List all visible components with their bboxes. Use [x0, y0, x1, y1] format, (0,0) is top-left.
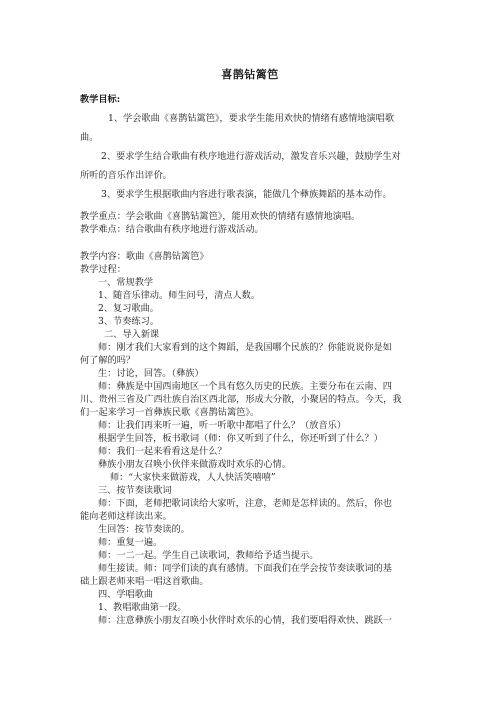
body-line: 1、学会歌曲《喜鹊钻篱笆》，要求学生能用欢快的情绪有感情地演唱歌 — [108, 113, 395, 124]
body-line: 们一起来学习一首彝族民歌《喜鹊钻篱笆》。 — [80, 407, 260, 418]
document-title: 喜鹊钻篱笆 — [221, 68, 279, 81]
body-line: 3、要求学生根据歌曲内容进行歌表演，能做几个彝族舞蹈的基本动作。 — [101, 189, 392, 200]
body-line: 生：讨论，回答。（彝族） — [98, 368, 204, 379]
body-line: 师：下面，老师把歌词读给大家听，注意，老师是怎样读的。然后，你也 — [98, 498, 392, 509]
body-line: 师：我们一起来看看这是什么？ — [98, 446, 227, 457]
body-line: 师：一二一起。学生自己读歌词，教师给予适当提示。 — [98, 550, 319, 561]
body-line: 师：注意彝族小朋友召唤小伙伴时欢乐的心情，我们要唱得欢快、跳跃一 — [98, 615, 392, 626]
body-line: 1、教唱歌曲第一段。 — [98, 602, 187, 613]
body-line: 3、节奏练习。 — [98, 316, 159, 327]
body-line: 师：彝族是中国西南地区一个具有悠久历史的民族。主要分布在云南、四 — [98, 381, 392, 392]
body-line: 川、贵州三省及广西壮族自治区西北部，形成大分散，小聚居的特点。今天，我 — [80, 394, 402, 405]
body-line: 教学难点：结合歌曲有秩序地进行游戏活动。 — [80, 224, 264, 235]
body-line: 2、要求学生结合歌曲有秩序地进行游戏活动，激发音乐兴趣，鼓励学生对 — [101, 151, 401, 162]
body-line: 二、导入新课 — [104, 329, 160, 340]
body-line: 础上跟老师来唱一唱这首歌曲。 — [80, 576, 209, 587]
body-line: 师：重复一遍。 — [98, 537, 163, 548]
body-line: 教学重点：学会歌曲《喜鹊钻篱笆》，能用欢快的情绪有感情地演唱。 — [80, 211, 361, 222]
body-line: 所听的音乐作出评价。 — [80, 170, 172, 181]
body-line: 教学过程： — [80, 264, 126, 275]
body-line: 师：让我们再来听一遍，听一听歌中都唱了什么？（放音乐） — [98, 420, 347, 431]
body-line: 根据学生回答，板书歌词（师：你又听到了什么，你还听到了什么？） — [98, 433, 383, 444]
body-line: 教学内容：歌曲《喜鹊钻篱笆》 — [80, 251, 209, 262]
section-heading-objectives: 教学目标: — [80, 94, 121, 105]
body-line: 2、复习歌曲。 — [98, 303, 159, 314]
body-line: 师：刚才我们大家看到的这个舞蹈，是我国哪个民族的？你能说说你是如 — [98, 342, 392, 353]
body-line: 曲。 — [80, 132, 99, 143]
body-line: 三、按节奏读歌词 — [98, 485, 172, 496]
body-line: 1、随音乐律动。师生问号，清点人数。 — [98, 290, 261, 301]
body-line: 师：“大家快来做游戏，人人快活笑嘻嘻” — [110, 472, 276, 483]
body-line: 何了解的吗？ — [80, 355, 136, 366]
body-line: 师生接读。师：同学们读的真有感情。下面我们在学会按节奏读歌词的基 — [98, 563, 392, 574]
body-line: 彝族小朋友召唤小伙伴来做游戏时欢乐的心情。 — [98, 459, 291, 470]
body-line: 一、常规教学 — [98, 277, 154, 288]
body-line: 四、学唱歌曲 — [98, 589, 154, 600]
body-line: 生回答：按节奏读的。 — [98, 524, 190, 535]
body-line: 能向老师这样读出来。 — [80, 511, 172, 522]
